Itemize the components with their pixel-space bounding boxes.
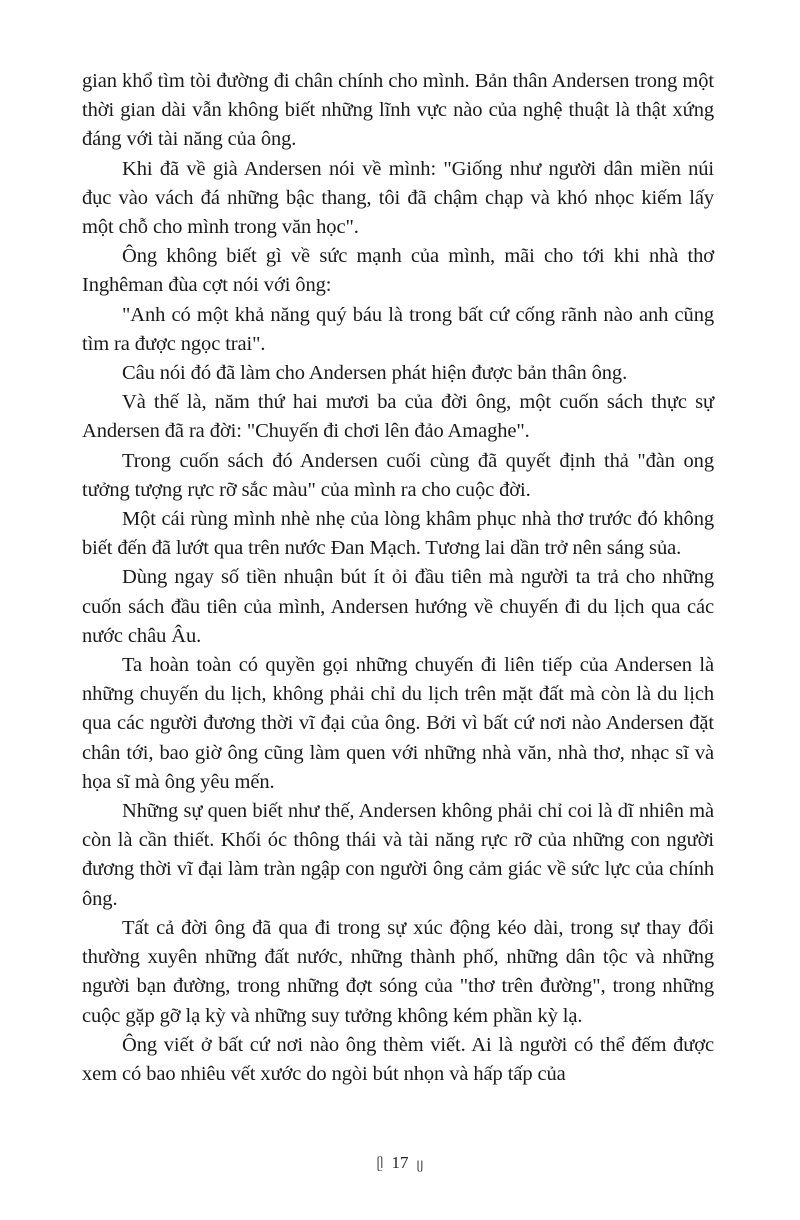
paragraph: Và thế là, năm thứ hai mươi ba của đời ông, một cuốn sách thực sự Andersen đã ra đời: "Chuyến đi chơi lên đảo Amaghe". [82,391,714,443]
paragraph: Một cái rùng mình nhè nhẹ của lòng khâm phục nhà thơ trước đó không biết đến đã lướt qua trên nước Đan Mạch. Tương lai dần trở nên sáng sủa. [82,508,714,560]
paragraph: Dùng ngay số tiền nhuận bút ít ỏi đầu tiên mà người ta trả cho những cuốn sách đầu tiên của mình, Andersen hướng về chuyến đi du lịch qua các nước châu Âu. [82,566,714,647]
paragraph: Khi đã về già Andersen nói về mình: "Giống như người dân miền núi đục vào vách đá những bậc thang, tôi đã chậm chạp và khó nhọc kiếm lấy một chỗ cho mình trong văn học". [82,157,714,239]
book-page-body [82,67,714,1089]
paragraph: Tất cả đời ông đã qua đi trong sự xúc động kéo dài, trong sự thay đổi thường xuyên những đất nước, những thành phố, những dân tộc và những người bạn đường, trong những đợt sóng của "thơ trên đường", trong những cuộc gặp gỡ lạ kỳ và những suy tưởng không kém phần kỳ lạ. [82,916,714,1027]
paragraph: Ta hoàn toàn có quyền gọi những chuyến đi liên tiếp của Andersen là những chuyến du lịch, không phải chỉ du lịch trên mặt đất mà còn là du lịch qua các người đương thời vĩ đại của ông. Bởi vì bất cứ nơi nào Andersen đặt chân tới, bao giờ ông cũng làm quen với những nhà văn, nhà thơ, nhạc sĩ và họa sĩ mà ông yêu mến. [82,654,714,793]
page-footer [0,1153,800,1173]
paragraph: gian khổ tìm tòi đường đi chân chính cho mình. Bản thân Andersen trong một thời gian dài vẫn không biết những lĩnh vực nào của nghệ thuật là thật xứng đáng với tài năng của ông. [82,70,714,151]
right-ornament-icon: ᥩ [416,1156,424,1171]
paragraph: Câu nói đó đã làm cho Andersen phát hiện được bản thân ông. [122,362,628,385]
paragraph: Trong cuốn sách đó Andersen cuối cùng đã quyết định thả "đàn ong tưởng tượng rực rỡ sắc màu" của mình ra cho cuộc đời. [82,449,714,501]
paragraph-quote: "Anh có một khả năng quý báu là trong bất cứ cống rãnh nào anh cũng tìm ra được ngọc trai". [82,303,714,355]
page-number: 17 [391,1153,409,1172]
paragraph: Những sự quen biết như thế, Andersen không phải chỉ coi là dĩ nhiên mà còn là cần thiết. Khối óc thông thái và tài năng rực rỡ của những con người đương thời vĩ đại làm tràn ngập con người ông cảm giác về sức lực của chính ông. [82,800,714,910]
left-ornament-icon: ᥫ [376,1156,384,1171]
paragraph: Ông viết ở bất cứ nơi nào ông thèm viết. Ai là người có thể đếm được xem có bao nhiêu vết xước do ngòi bút nhọn và hấp tấp của [82,1033,714,1085]
paragraph: Ông không biết gì về sức mạnh của mình, mãi cho tới khi nhà thơ Inghêman đùa cợt nói với ông: [82,245,714,297]
